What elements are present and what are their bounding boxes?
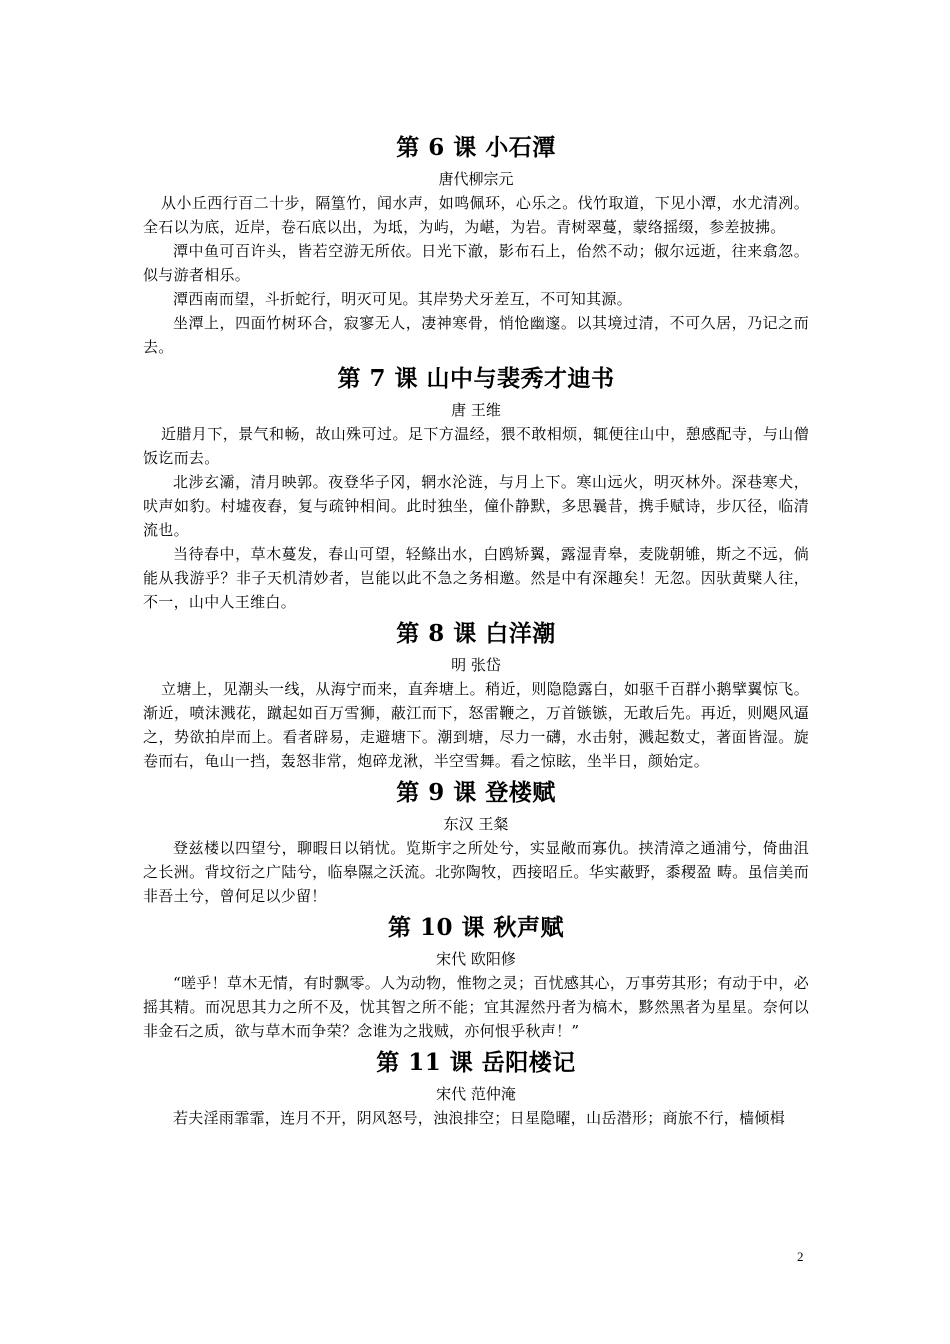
paragraph: 近腊月下，景气和畅，故山殊可过。足下方温经，猥不敢相烦，辄便往山中，憩感配寺，与山僧饭讫而去。: [143, 425, 809, 467]
paragraph: 坐潭上，四面竹树环合，寂寥无人，凄神寒骨，悄怆幽邃。以其境过清，不可久居，乃记之而去。: [143, 314, 809, 356]
lesson-7: [143, 365, 809, 614]
lesson-10: [143, 914, 809, 1043]
paragraph: 立塘上，见潮头一线，从海宁而来，直奔塘上。稍近，则隐隐露白，如驱千百群小鹅擘翼惊飞。渐近，喷沫溅花，蹴起如百万雪狮，蔽江而下，怒雷鞭之，万首镞镞，无敢后先。再近，则飓风逼之，势欲拍岸而上。看者辟易，走避塘下。潮到塘，尽力一礴，水击射，溅起数丈，著面皆湿。旋卷而右，龟山一挡，轰怒非常，炮碎龙湫，半空雪舞。看之惊眩，坐半日，颜始定。: [143, 680, 809, 770]
lesson-title: 第 6 课 小石潭: [396, 134, 556, 161]
paragraph: 若夫淫雨霏霏，连月不开，阴风怒号，浊浪排空；日星隐曜，山岳潜形；商旅不行，樯倾楫: [173, 1109, 786, 1127]
lesson-author: 宋代 范仲淹: [436, 1085, 516, 1103]
lesson-9: [143, 779, 809, 908]
paragraph: 从小丘西行百二十步，隔篁竹，闻水声，如鸣佩环，心乐之。伐竹取道，下见小潭，水尤清冽。全石以为底，近岸，卷石底以出，为坻，为屿，为嵁，为岩。青树翠蔓，蒙络摇缀，参差披拂。: [143, 194, 809, 236]
lesson-author: 明 张岱: [451, 656, 501, 674]
lesson-author: 唐 王维: [451, 401, 501, 419]
lesson-author: 东汉 王粲: [443, 815, 509, 833]
lesson-title: 第 7 课 山中与裴秀才迪书: [337, 365, 615, 392]
lesson-title: 第 8 课 白洋潮: [396, 620, 556, 647]
paragraph: 当待春中，草木蔓发，春山可望，轻鲦出水，白鸥矫翼，露湿青皋，麦陇朝雊，斯之不远，倘能从我游乎？非子天机清妙者，岂能以此不急之务相邀。然是中有深趣矣！无忽。因驮黄檗人往，不一，山中人王维白。: [143, 545, 809, 611]
paragraph: 北涉玄灞，清月映郭。夜登华子冈，辋水沦涟，与月上下。寒山远火，明灭林外。深巷寒犬，吠声如豹。村墟夜舂，复与疏钟相间。此时独坐，僮仆静默，多思曩昔，携手赋诗，步仄径，临清流也。: [143, 473, 809, 539]
paragraph: “嗟乎！草木无情，有时飘零。人为动物，惟物之灵；百忧感其心，万事劳其形；有动于中，必摇其精。而况思其力之所不及，忧其智之所不能；宜其渥然丹者为槁木，黟然黑者为星星。奈何以非金石之质，欲与草木而争荣？念谁为之戕贼，亦何恨乎秋声！”: [143, 974, 809, 1040]
paragraph: 潭中鱼可百许头，皆若空游无所依。日光下澈，影布石上，佁然不动；俶尔远逝，往来翕忽。似与游者相乐。: [143, 242, 809, 284]
lesson-6: [143, 134, 809, 359]
paragraph: 潭西南而望，斗折蛇行，明灭可见。其岸势犬牙差互，不可知其源。: [173, 290, 633, 308]
lesson-8: [143, 620, 809, 773]
lesson-title: 第 9 课 登楼赋: [396, 779, 556, 806]
document-body: [143, 128, 809, 1130]
lesson-author: 宋代 欧阳修: [436, 950, 516, 968]
lesson-title: 第 11 课 岳阳楼记: [376, 1049, 576, 1076]
lesson-11: [143, 1049, 809, 1130]
paragraph: 登兹楼以四望兮，聊暇日以销忧。览斯宇之所处兮，实显敞而寡仇。挟清漳之通浦兮，倚曲沮之长洲。背坟衍之广陆兮，临皋隰之沃流。北弥陶牧，西接昭丘。华实蔽野，黍稷盈 畴。虽信美而非吾土兮，曾何足以少留！: [143, 839, 809, 905]
page-number: 2: [797, 1249, 804, 1264]
lesson-author: 唐代柳宗元: [438, 170, 514, 188]
lesson-title: 第 10 课 秋声赋: [387, 914, 565, 941]
